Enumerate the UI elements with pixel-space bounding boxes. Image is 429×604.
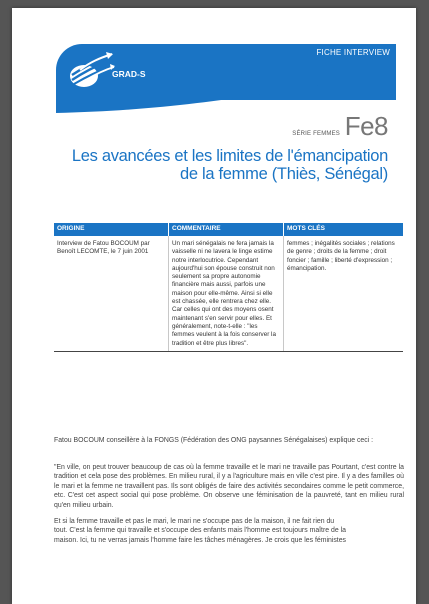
page-title (42, 147, 388, 183)
serie-code: Fe8 (344, 111, 388, 141)
header-mots-cles: MOTS CLÉS (284, 223, 404, 236)
serie-label: SÉRIE FEMMES (292, 131, 340, 137)
paragraph-line: tout. C'est la femme qui travaille et s'occupe des enfants mais l'homme est toujours maître de la (54, 527, 346, 535)
table-header-row (54, 223, 403, 236)
paragraph-line: Et si la femme travaille et pas le mari, le mari ne s'occupe pas de la maison, il ne fait rien du (54, 518, 335, 525)
title-line: Les avancées et les limites de l'émancipation (71, 147, 388, 165)
cell-mots-cles: femmes ; inégalités sociales ; relations de genre ; droits de la femme ; droit foncier ; famille ; liberté d'expression ; émancipation. (284, 236, 404, 351)
info-table (54, 223, 403, 352)
logo-text: GRAD-S (112, 69, 146, 79)
cell-commentaire: Un mari sénégalais ne fera jamais la vaisselle ni ne lavera le linge estime notre interlocutrice. Cependant aujourd'hui son épouse construit non seulement sa propre autonomie financière mais aussi, parfois une maison pour elle-même. Ainsi si elle est chassée, elle rentrera chez elle. Car celles qui ont des moyens osent maintenant s'en servir pour elles. Et généralement, note-t-elle : "les femmes veulent à la fois conserver la tradition et être plus libres". (169, 236, 284, 351)
header-origine: ORIGINE (54, 223, 169, 236)
swoosh-arrows-icon (66, 50, 116, 92)
body-paragraph-continued (54, 517, 404, 545)
cell-origine: Interview de Fatou BOCOUM par Benoît LECOMTE, le 7 juin 2001 (54, 236, 169, 351)
table-row (54, 236, 403, 351)
body-paragraph: "En ville, on peut trouver beaucoup de cas où la femme travaille et le mari ne travaille pas Pourtant, c'est contre la tradition et cela pose des problèmes. En milieu rural, il y a l'agriculture mais en ville c'est pire. Il y a des familles où le mari et la femme ne travaillent pas. Ils sont obligés de faire des activités secondaires comme le petit commerce, etc. C'est cet aspect social qui pose problème. On observe une féminisation de la pauvreté, tant en milieu rural qu'en milieu urbain. (54, 464, 404, 509)
title-line: de la femme (Thiès, Sénégal) (179, 165, 388, 183)
fiche-type-label: FICHE INTERVIEW (316, 48, 390, 57)
document-page (12, 8, 416, 604)
intro-text: Fatou BOCOUM conseillère à la FONGS (Fédération des ONG paysannes Sénégalaises) explique ceci : (54, 437, 374, 444)
paragraph-line: maison. Ici, tu ne verras jamais l'homme faire les tâches ménagères. Je crois que les féministes (54, 536, 346, 544)
header-commentaire: COMMENTAIRE (169, 223, 284, 236)
